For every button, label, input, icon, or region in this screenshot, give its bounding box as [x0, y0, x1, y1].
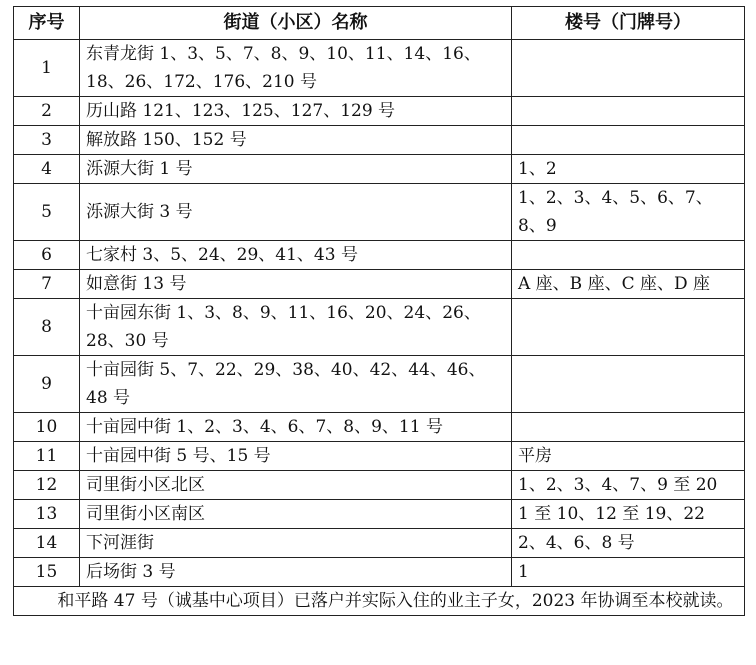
row-number: 12 — [14, 471, 80, 500]
table-row — [14, 442, 745, 471]
street-name: 如意街 13 号 — [80, 270, 512, 299]
school-district-table — [13, 6, 745, 616]
street-name: 历山路 121、123、125、127、129 号 — [80, 97, 512, 126]
note-text: 和平路 47 号（诚基中心项目）已落户并实际入住的业主子女，2023 年协调至本校就读。 — [14, 587, 745, 616]
street-name: 东青龙街 1、3、5、7、8、9、10、11、14、16、18、26、172、176、210 号 — [80, 40, 512, 97]
row-number: 14 — [14, 529, 80, 558]
table-row — [14, 184, 745, 241]
table-row — [14, 155, 745, 184]
header-row — [14, 7, 745, 40]
row-number: 4 — [14, 155, 80, 184]
table-row — [14, 413, 745, 442]
building-numbers: 1、2、3、4、7、9 至 20 — [512, 471, 745, 500]
building-numbers: 1 — [512, 558, 745, 587]
building-numbers — [512, 97, 745, 126]
building-numbers: 1 至 10、12 至 19、22 — [512, 500, 745, 529]
street-name: 泺源大街 1 号 — [80, 155, 512, 184]
header-building: 楼号（门牌号） — [512, 7, 745, 40]
table-row — [14, 471, 745, 500]
building-numbers — [512, 299, 745, 356]
table-row — [14, 270, 745, 299]
row-number: 10 — [14, 413, 80, 442]
row-number: 15 — [14, 558, 80, 587]
street-name: 解放路 150、152 号 — [80, 126, 512, 155]
building-numbers — [512, 241, 745, 270]
row-number: 7 — [14, 270, 80, 299]
table-row — [14, 241, 745, 270]
row-number: 5 — [14, 184, 80, 241]
table-row — [14, 356, 745, 413]
building-numbers: 1、2 — [512, 155, 745, 184]
table-row — [14, 97, 745, 126]
building-numbers: 2、4、6、8 号 — [512, 529, 745, 558]
street-name: 后场街 3 号 — [80, 558, 512, 587]
street-name: 司里街小区北区 — [80, 471, 512, 500]
street-name: 十亩园中街 5 号、15 号 — [80, 442, 512, 471]
building-numbers: 1、2、3、4、5、6、7、8、9 — [512, 184, 745, 241]
table-row — [14, 529, 745, 558]
row-number: 2 — [14, 97, 80, 126]
table-row — [14, 126, 745, 155]
street-name: 七家村 3、5、24、29、41、43 号 — [80, 241, 512, 270]
header-name: 街道（小区）名称 — [80, 7, 512, 40]
street-name: 下河涯街 — [80, 529, 512, 558]
note-row — [14, 587, 745, 616]
row-number: 3 — [14, 126, 80, 155]
row-number: 6 — [14, 241, 80, 270]
row-number: 8 — [14, 299, 80, 356]
street-name: 泺源大街 3 号 — [80, 184, 512, 241]
street-name: 司里街小区南区 — [80, 500, 512, 529]
building-numbers — [512, 413, 745, 442]
building-numbers — [512, 40, 745, 97]
building-numbers: 平房 — [512, 442, 745, 471]
row-number: 1 — [14, 40, 80, 97]
row-number: 11 — [14, 442, 80, 471]
table-row — [14, 299, 745, 356]
row-number: 13 — [14, 500, 80, 529]
street-name: 十亩园街 5、7、22、29、38、40、42、44、46、48 号 — [80, 356, 512, 413]
table-row — [14, 558, 745, 587]
table-row — [14, 40, 745, 97]
table-row — [14, 500, 745, 529]
building-numbers — [512, 126, 745, 155]
row-number: 9 — [14, 356, 80, 413]
building-numbers — [512, 356, 745, 413]
header-no: 序号 — [14, 7, 80, 40]
building-numbers: A 座、B 座、C 座、D 座 — [512, 270, 745, 299]
street-name: 十亩园东街 1、3、8、9、11、16、20、24、26、28、30 号 — [80, 299, 512, 356]
street-name: 十亩园中街 1、2、3、4、6、7、8、9、11 号 — [80, 413, 512, 442]
